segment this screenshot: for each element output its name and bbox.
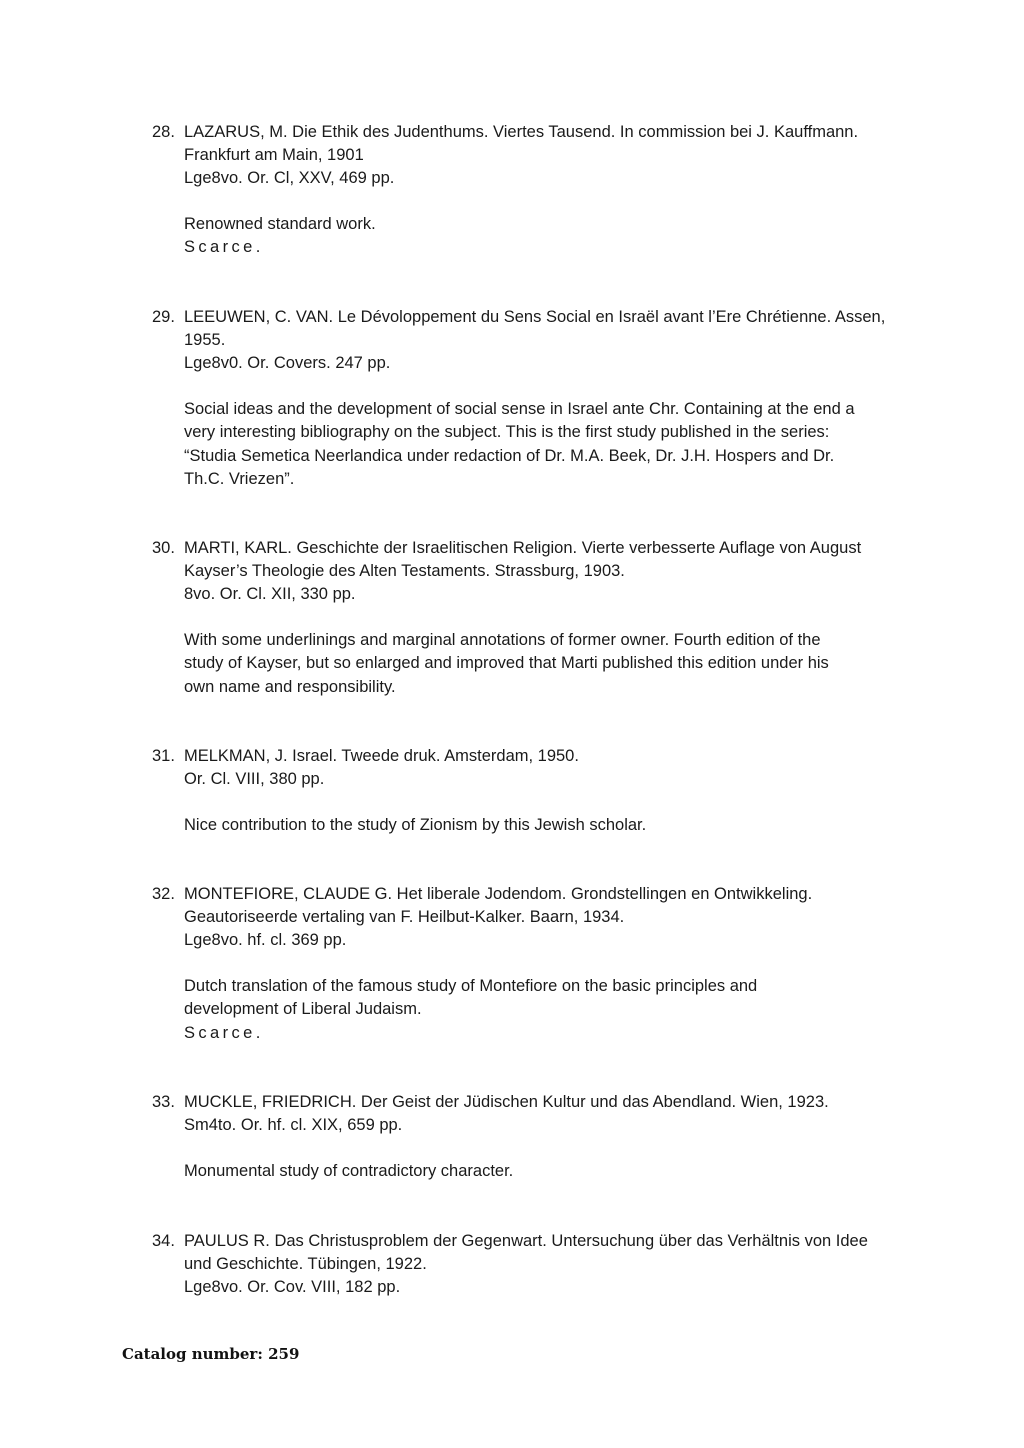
entry-number: 34. xyxy=(152,1232,175,1250)
entry-biblio-line: und Geschichte. Tübingen, 1922. xyxy=(184,1255,427,1274)
entry-note-line: development of Liberal Judaism. xyxy=(184,1000,422,1019)
entry-number: 33. xyxy=(152,1093,175,1111)
entry-note-line: “Studia Semetica Neerlandica under redaction of Dr. M.A. Beek, Dr. J.H. Hospers and Dr. xyxy=(184,446,835,465)
entry-biblio-line: Lge8vo. Or. Cov. VIII, 182 pp. xyxy=(184,1278,401,1297)
catalog-entry-28 xyxy=(152,121,912,260)
entry-biblio-line: Lge8vo. hf. cl. 369 pp. xyxy=(184,931,347,950)
entry-biblio-line: Frankfurt am Main, 1901 xyxy=(184,146,364,165)
catalog-entry-34 xyxy=(152,1230,912,1300)
entry-biblio-line: Lge8vo. Or. Cl, XXV, 469 pp. xyxy=(184,169,395,188)
catalog-entry-29 xyxy=(152,306,912,491)
entry-biblio-line: Kayser’s Theologie des Alten Testaments. Strassburg, 1903. xyxy=(184,562,625,581)
entry-note-line: Nice contribution to the study of Zionism by this Jewish scholar. xyxy=(184,815,647,834)
entry-biblio-line: PAULUS R. Das Christusproblem der Gegenwart. Untersuchung über das Verhältnis von Idee xyxy=(184,1232,868,1250)
entry-note-line: Social ideas and the development of social sense in Israel ante Chr. Containing at the end a xyxy=(184,400,855,419)
entry-biblio-line: 8vo. Or. Cl. XII, 330 pp. xyxy=(184,585,356,604)
entry-note-line: study of Kayser, but so enlarged and improved that Marti published this edition under his xyxy=(184,654,829,673)
entry-biblio-line: 1955. xyxy=(184,331,226,350)
entry-number: 28. xyxy=(152,123,175,141)
entry-biblio-line: MONTEFIORE, CLAUDE G. Het liberale Jodendom. Grondstellingen en Ontwikkeling. xyxy=(184,885,813,903)
entry-note-line: Th.C. Vriezen”. xyxy=(184,469,295,488)
catalog-number-footer: Catalog number: 259 xyxy=(122,1345,300,1363)
entry-biblio-line: Sm4to. Or. hf. cl. XIX, 659 pp. xyxy=(184,1116,403,1135)
entry-biblio-line: Lge8v0. Or. Covers. 247 pp. xyxy=(184,354,391,373)
entry-note-line: With some underlinings and marginal annotations of former owner. Fourth edition of the xyxy=(184,631,821,650)
entry-note-scarce: Scarce. xyxy=(184,1023,264,1042)
entry-note-scarce: Scarce. xyxy=(184,238,264,257)
entry-biblio-line: LAZARUS, M. Die Ethik des Judenthums. Viertes Tausend. In commission bei J. Kauffmann. xyxy=(184,123,859,141)
entry-number: 31. xyxy=(152,747,175,765)
entry-biblio-line: Geautoriseerde vertaling van F. Heilbut-Kalker. Baarn, 1934. xyxy=(184,908,625,927)
catalog-entry-33 xyxy=(152,1091,912,1183)
entry-number: 29. xyxy=(152,308,175,326)
entry-biblio-line: MELKMAN, J. Israel. Tweede druk. Amsterdam, 1950. xyxy=(184,747,579,765)
entry-note-line: very interesting bibliography on the subject. This is the first study published in the series: xyxy=(184,423,830,442)
entry-note-line: Dutch translation of the famous study of Montefiore on the basic principles and xyxy=(184,977,758,996)
entry-note-line: own name and responsibility. xyxy=(184,677,396,696)
entry-biblio-line: MARTI, KARL. Geschichte der Israelitischen Religion. Vierte verbesserte Auflage von August xyxy=(184,539,862,557)
catalog-entry-30 xyxy=(152,537,912,699)
entry-biblio-line: LEEUWEN, C. VAN. Le Dévoloppement du Sens Social en Israël avant l’Ere Chrétienne. Assen, xyxy=(184,308,886,326)
catalog-entry-32 xyxy=(152,883,912,1045)
entry-note-line: Renowned standard work. xyxy=(184,215,376,234)
entry-number: 30. xyxy=(152,539,175,557)
entry-biblio-line: Or. Cl. VIII, 380 pp. xyxy=(184,770,325,789)
catalog-entry-31 xyxy=(152,745,912,837)
entry-biblio-line: MUCKLE, FRIEDRICH. Der Geist der Jüdischen Kultur und das Abendland. Wien, 1923. xyxy=(184,1093,829,1111)
entry-note-line: Monumental study of contradictory character. xyxy=(184,1161,514,1180)
entry-number: 32. xyxy=(152,885,175,903)
